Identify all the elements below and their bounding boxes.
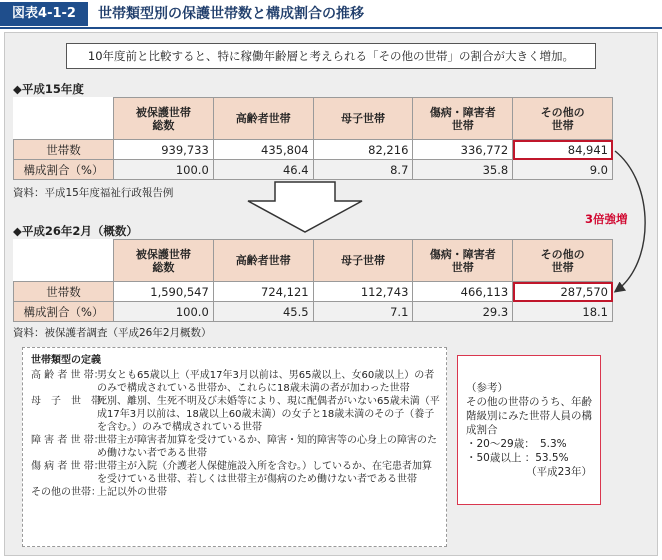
- table-cell: 46.4: [213, 160, 313, 180]
- col-header-line: 総数: [152, 260, 175, 274]
- col-header-line: 被保護世帯: [135, 105, 191, 119]
- reference-title: （参考）: [466, 382, 508, 394]
- definitions-title: 世帯類型の定義: [31, 355, 101, 366]
- table-cell: 336,772: [413, 140, 513, 160]
- row-label: 世帯数: [14, 282, 114, 302]
- table-cell: 100.0: [114, 302, 214, 322]
- col-header-line: 傷病・障害者: [429, 105, 496, 119]
- definition-term: 母 子 世 帯：: [31, 396, 111, 407]
- definition-desc: 男女とも65歳以上（平成17年3月以前は、男65歳以上、女60歳以上）の者のみで構成されている世帯か、これらに18歳未満の者が加わった世帯: [97, 370, 435, 394]
- definition-item: [31, 434, 440, 460]
- row-label: 世帯数: [14, 140, 114, 160]
- definition-term: その他の世帯：: [31, 487, 101, 498]
- definition-item: [31, 460, 440, 486]
- definition-desc: 世帯主が障害者加算を受けているか、障害・知的障害等の心身上の障害のため働けない者である世帯: [97, 435, 437, 459]
- table-cell: 35.8: [413, 160, 513, 180]
- highlight-cell-h15: 84,941: [513, 140, 613, 160]
- table-cell: 9.0: [513, 160, 613, 180]
- col-header-line: 母子世帯: [340, 112, 385, 125]
- table-cell: 45.5: [213, 302, 313, 322]
- definition-desc: 上記以外の世帯: [97, 487, 167, 498]
- col-header-line: その他の: [540, 105, 585, 119]
- figure-label: 図表4-1-2: [0, 2, 88, 26]
- reference-line: ・20～29歳： 5.3%: [466, 438, 567, 450]
- col-header-line: 世帯: [551, 118, 574, 132]
- row-label: 構成割合（%）: [14, 302, 114, 322]
- reference-text: その他の世帯のうち、年齢階級別にみた世帯人員の構成割合: [466, 396, 592, 436]
- figure-panel: [4, 32, 658, 556]
- section-title-h15: ◆平成15年度: [13, 82, 84, 96]
- col-header-line: 高齢者世帯: [235, 254, 291, 267]
- definition-term: 障 害 者 世 帯：: [31, 435, 104, 446]
- col-header-line: 傷病・障害者: [429, 247, 496, 261]
- figure-title: 世帯類型別の保護世帯数と構成割合の推移: [98, 6, 364, 22]
- table-cell: 435,804: [213, 140, 313, 160]
- definition-item: [31, 395, 440, 434]
- col-header-line: 世帯: [451, 118, 474, 132]
- definition-desc: 死別、離別、生死不明及び未婚等により、現に配偶者がいない65歳未満（平成17年3月以前は、18歳以上60歳未満）の女子と18歳未満のその子（養子を含む。）のみで構成されている世帯: [97, 396, 440, 433]
- section-title-h26: ◆平成26年2月（概数）: [13, 224, 138, 238]
- table-cell: 724,121: [213, 282, 313, 302]
- col-header-line: 総数: [152, 118, 175, 132]
- col-header-line: 被保護世帯: [135, 247, 191, 261]
- summary-box: 10年度前と比較すると、特に稼働年齢層と考えられる「その他の世帯」の割合が大きく増加。: [66, 43, 596, 69]
- col-header-line: 母子世帯: [340, 254, 385, 267]
- row-label: 構成割合（%）: [14, 160, 114, 180]
- header-rule: [0, 27, 662, 29]
- reference-line: ・50歳以上 ：53.5%: [466, 452, 569, 464]
- definition-term: 高 齢 者 世 帯：: [31, 370, 104, 381]
- table-cell: 466,113: [413, 282, 513, 302]
- table-cell: 8.7: [313, 160, 413, 180]
- col-header-line: 世帯: [451, 260, 474, 274]
- definition-desc: 世帯主が入院（介護老人保健施設入所を含む。）しているか、在宅患者加算を受けている世帯、若しくは世帯主が傷病のため働けない者である世帯: [97, 461, 432, 485]
- definition-term: 傷 病 者 世 帯：: [31, 461, 104, 472]
- col-header-line: 世帯: [551, 260, 574, 274]
- source-h26: 資料：被保護者調査（平成26年2月概数）: [13, 327, 212, 339]
- table-cell: 18.1: [513, 302, 613, 322]
- table-cell: 7.1: [313, 302, 413, 322]
- reference-box: [457, 355, 601, 505]
- table-cell: 100.0: [114, 160, 214, 180]
- highlight-cell-h26: 287,570: [513, 282, 613, 302]
- table-cell: 82,216: [313, 140, 413, 160]
- increase-label: 3倍強増: [585, 212, 628, 226]
- table-cell: 1,590,547: [114, 282, 214, 302]
- increase-curve-arrow: [5, 33, 659, 333]
- table-cell: 939,733: [114, 140, 214, 160]
- definition-item: [31, 369, 440, 395]
- figure-header: [0, 0, 662, 28]
- col-header-line: その他の: [540, 247, 585, 261]
- table-cell: 29.3: [413, 302, 513, 322]
- col-header-line: 高齢者世帯: [235, 112, 291, 125]
- source-h15: 資料：平成15年度福祉行政報告例: [13, 187, 174, 199]
- reference-note: （平成23年）: [526, 466, 592, 478]
- table-cell: 112,743: [313, 282, 413, 302]
- definitions-box: [22, 347, 447, 547]
- definition-item: [31, 486, 440, 499]
